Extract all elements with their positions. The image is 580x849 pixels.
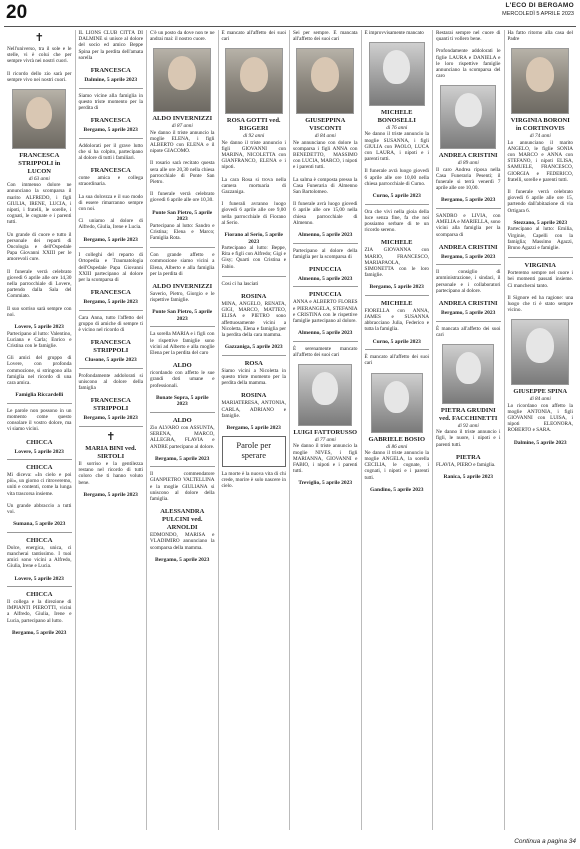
place-date: Sumana, 5 aprile 2023 xyxy=(13,521,66,528)
divider xyxy=(79,88,144,89)
column-5 xyxy=(290,30,362,830)
deceased-name: FRANCESCA STRIPPOLI xyxy=(90,397,131,413)
notice-text: Partecipano al lutto: Valentino, Luciana e Carla; Enrico e Cristina con le famiglie. xyxy=(7,330,72,349)
notice-text: Ne danno il triste annuncio i figli, le nuore, i nipoti e i parenti tutti. xyxy=(436,429,501,448)
divider xyxy=(293,243,358,244)
age-line: di 76 anni xyxy=(386,125,408,132)
deceased-name: PIETRA GRUDINI ved. FACCHINETTI xyxy=(439,406,498,422)
page-number: 20 xyxy=(6,2,28,23)
notice-text: Il Signore ed ha ragione: una luogo che ti è stato sempre vicino. xyxy=(507,294,573,314)
cross-icon: ✝ xyxy=(34,31,44,44)
place-date: Clusone, 5 aprile 2023 xyxy=(84,357,137,364)
age-line: di 87 anni xyxy=(171,123,193,130)
portrait-photo xyxy=(442,344,494,404)
deceased-name: CHICCA xyxy=(26,464,53,472)
notice-text: La salma è composta presso la Casa Funeraria di Almenno San Bartolomeo. xyxy=(293,176,358,196)
column-6 xyxy=(362,30,434,830)
place-date: Lovere, 5 aprile 2023 xyxy=(14,448,64,455)
notice-text: EDMONDO, MARISA e VLADIMIRO annunciano la scomparsa della mamma. xyxy=(150,532,215,551)
notice-text: MINA, ANGELO, RENATA, GIGI, MARCO, MATTEO, ELISA e PIETRO sono affettuosamente vicini a Nicoletta, Elena e famiglia per la perdita della cara mamma. xyxy=(221,301,286,339)
deceased-name: ANDREA CRISTINI xyxy=(438,152,498,160)
deceased-name: FRANCESCA xyxy=(90,117,131,125)
notice-text: La sua dolcezza e il suo modo di essere rimarranno sempre con noi. xyxy=(78,193,143,213)
notice-text: Il funerale avrà luogo giovedì 6 aprile alle ore 10,00 nella chiesa parrocchiale di Curno. xyxy=(364,168,429,187)
place-date: Fiorano al Serio, 5 aprile 2023 xyxy=(224,232,283,245)
notice-text: Il commendatore GIANPIETRO VALTELLINA e la moglie GIULIANA si uniscono al dolore della famiglia. xyxy=(150,471,215,503)
deceased-name: PINUCCIA xyxy=(309,265,342,273)
place-date: Almenno, 5 aprile 2023 xyxy=(298,275,353,282)
notice-text: Ora che vivi nella gioia della luce senza fine, fa che noi possiamo serbare di te un ricordo sereno. xyxy=(364,208,429,234)
age-line: di 84 anni xyxy=(529,396,551,403)
place-date: Bergamo, 5 aprile 2023 xyxy=(83,236,138,243)
notice-text: Il funerale verrà celebrato giovedì 6 aprile alle ore 14,30 nella parrocchiale di Lovere, partendo dalla Sala del Commiato. xyxy=(7,268,72,300)
deceased-name: ALDO INVERNIZZI xyxy=(152,115,213,123)
portrait-photo xyxy=(225,48,283,114)
notice-text: C'è un posto da dove non te ne andrai mai: il nostro cuore. xyxy=(150,30,215,43)
notice-text: Ci uniamo al dolore di Alfredo, Giulia, Irene e Lucia. xyxy=(78,218,143,231)
notice-text: I colleghi del reparto di Ortopedia e Traumatologia dell'Ospedale Papa Giovanni XXIII partecipano al dolore per la scomparsa di xyxy=(78,252,143,283)
notice-text: Il sorriso e la gentilezza restano nel ricordo di tutti coloro che ti hanno voluto bene. xyxy=(78,460,143,486)
notice-text: È improvvisamente mancato xyxy=(364,30,424,36)
cross-icon: ✝ xyxy=(106,429,116,443)
deceased-name: PIETRA xyxy=(455,453,481,461)
notice-text: Ne danno il triste annuncio la moglie ELENA, i figli ALBERTO con ELENA e il nipote GIACOMO. xyxy=(150,129,215,155)
column-4 xyxy=(219,30,291,830)
notice-text: Il suo sorriso sarà sempre con noi. xyxy=(7,305,72,318)
notice-text: ZIA GIOVANNA con MARIO, FRANCESCO, MARIAPAOLA, SIMONETTA con le loro famiglie. xyxy=(364,247,429,279)
notice-text: Con grande affetto e commozione siamo vicini a Elena, Alberto e alla famiglia per la perdita di xyxy=(150,252,215,277)
deceased-name: ROSINA xyxy=(241,293,267,301)
notice-text: È mancato all'affetto dei suoi cari xyxy=(364,354,429,367)
deceased-name: ALDO INVERNIZZI xyxy=(152,283,213,291)
place-date: Bonate Sopra, 5 aprile 2023 xyxy=(155,394,209,408)
place-date: Almenno, 5 aprile 2023 xyxy=(298,330,353,337)
divider xyxy=(365,204,430,205)
deceased-name: ROSA xyxy=(244,359,263,367)
deceased-name: FRANCESCA xyxy=(90,289,131,297)
notice-text: Partecipano al dolore della famiglia per la scomparsa di xyxy=(293,247,358,260)
age-line: di 86 anni xyxy=(386,443,408,450)
place-date: Bergamo, 5 aprile 2023 xyxy=(83,127,138,134)
place-date: Famiglia Riccardelli xyxy=(15,392,64,399)
divider xyxy=(150,247,215,248)
place-date: Treviglio, 5 aprile 2023 xyxy=(298,480,353,487)
notice-text: Un grande di cuore e tutto il personale dei reparti di Oncologia e dell'Ospedale Papa Giovanni XXIII per le amorevoli cure. xyxy=(7,231,72,263)
notice-text: Lo annunciano il marito ANGELO, le figlie SONIA con MARCO e ANNA con STEFANO, i nipoti ELISA, SAMUELE, FRANCESCO, GIORGIA e FEDERICO, fratelli, sorelle e parenti tutti. xyxy=(507,139,573,183)
deceased-name: GIUSEPPINA VISCONTI xyxy=(305,117,346,133)
notice-text: Siamo vicine alla famiglia in questo triste momento per la perdita di xyxy=(78,92,143,111)
notice-text: Il caro Andrea riposa nella Casa Funeraria Pesenti; il funerale si terrà venerdì 7 aprile alle ore 10,00. xyxy=(436,166,501,192)
place-date: Curno, 5 aprile 2023 xyxy=(372,193,421,200)
portrait-face xyxy=(526,57,554,92)
divider xyxy=(222,276,287,277)
place-date: Bergamo, 5 aprile 2023 xyxy=(441,197,496,204)
portrait-face xyxy=(168,56,196,90)
publication-name: L'ECO DI BERGAMO xyxy=(505,2,574,9)
column-1 xyxy=(4,30,76,830)
notice-text: Saverio, Pietro, Giorgio e le rispettive famiglie. xyxy=(150,291,215,304)
deceased-name: ANDREA CRISTINI xyxy=(438,243,498,251)
columns-container xyxy=(4,30,576,830)
deceased-name: ALESSANDRA PULCINI ved. ARNOLDI xyxy=(160,508,205,532)
notice-text: FIORELLA con ANNA, JAMES e SUSANNA abbracciano Julia, Federico e tutta la famiglia. xyxy=(364,307,429,333)
divider xyxy=(7,403,72,404)
place-date: Bergamo, 5 aprile 2023 xyxy=(155,556,210,563)
notice-text: Il funerale verrà celebrato giovedì 6 aprile alle ore 10,30. xyxy=(150,191,215,204)
deceased-name: ROSINA xyxy=(241,392,267,400)
portrait-photo xyxy=(12,89,66,149)
age-line: di 92 anni xyxy=(457,422,479,429)
notice-text: Gli amici del gruppo di Lovere, con profonda commozione, si stringono alla famiglia nel ricordo di una cara amica. xyxy=(7,355,72,386)
deceased-name: ALDO xyxy=(172,362,192,370)
notice-text: ANNA e ALBERTO FLORES e PIERANGELA, STEFANIA e CRISTINA con le rispettive famiglie partecipano al dolore. xyxy=(293,299,358,325)
notice-text: Ne danno il triste annuncio la moglie SUSANNA, i figli GIULIA con PAOLO, LUCA con LAURA, i nipoti e i parenti tutti. xyxy=(364,131,429,163)
notice-text: La morte è la nuova vita di chi crede, morire è solo nascere in cielo. xyxy=(221,470,286,489)
portrait-face xyxy=(383,50,410,84)
place-date: Ponte San Pietro, 5 aprile 2023 xyxy=(152,209,213,223)
notice-text: Lo ricordano con affetto la moglie ANTONIA, i figli GIOVANNI con LUISA, i nipoti ELEONORA, ROBERTO e SARA. xyxy=(507,402,573,434)
notice-text: È serenamente mancato all'affetto dei suoi cari xyxy=(293,345,358,358)
notice-text: ricordando con affetto le sue grandi doti umane e professionali. xyxy=(150,370,215,389)
divider xyxy=(293,341,358,342)
column-8 xyxy=(505,30,577,830)
portrait-face xyxy=(384,381,409,413)
age-line: di 74 anni xyxy=(529,133,551,140)
continue-note: Continua a pagina 34 xyxy=(514,838,576,845)
place-date: Bergamo, 5 aprile 2023 xyxy=(83,415,138,422)
divider xyxy=(79,247,144,248)
divider xyxy=(7,586,72,587)
portrait-face xyxy=(26,97,52,129)
notice-text: Porteremo sempre nel cuore i bei momenti passati insieme. Ci mancherai tanto. xyxy=(507,270,573,289)
notice-text: SANDRO e LIVIA, con AMELIA e MARIELLA, sono vicini alla famiglia per la scomparsa di xyxy=(436,212,501,238)
age-line: di 92 anni xyxy=(243,133,265,140)
portrait-face xyxy=(312,372,338,405)
notice-text: Il ricordo dello zio sarà per sempre vivo nei nostri cuori. xyxy=(7,70,72,83)
divider xyxy=(436,321,501,322)
notice-text: Un grande abbraccio a tutti voi. xyxy=(7,502,72,516)
deceased-name: FRANCESCA xyxy=(90,67,131,75)
notice-text: Partecipano al lutto: Sandro e Cristina; Elena e Marco; Famiglia Rota. xyxy=(150,222,215,242)
deceased-name: CHICCA xyxy=(26,591,53,599)
place-date: Almenno, 5 aprile 2023 xyxy=(298,232,353,239)
notice-text: Partecipano al lutto: Emilia, Virginie, Capelli con la famiglia; Massimo Agazzi, Bruno Agazzi e famiglie. xyxy=(507,226,573,251)
divider xyxy=(293,286,358,287)
notice-text: MARIATERESA, ANTONIA, CARLA, ADRIANO e famiglie. xyxy=(221,400,286,419)
divider xyxy=(79,138,144,139)
deceased-name: CHICCA xyxy=(26,438,53,446)
place-date: Lovere, 5 aprile 2023 xyxy=(14,575,64,582)
deceased-name: GIUSEPPE SPINA xyxy=(513,388,568,396)
notice-text: Cara Anna, tutto l'affetto del gruppo di amiche di sempre ti è vicino nel ricordo di xyxy=(78,314,143,334)
notice-text: IL LIONS CLUB CITTÀ DI DALMINE si unisce al dolore del socio ed amico Beppe Spina per la perdita dell'amata sorella xyxy=(78,30,143,61)
portrait-face xyxy=(526,328,554,363)
portrait-photo xyxy=(298,364,352,426)
place-date: Bergamo, 5 aprile 2023 xyxy=(441,310,496,317)
notice-text: Con immenso dolore ne annunciano la scomparsa il marito ALFREDO, i figli GIULIA, IRENE, LUCIA, i nipoti, i fratelli, le sorelle, i cognati, le cognate e i parenti tutti. xyxy=(7,182,72,226)
place-date: Dalmine, 5 aprile 2023 xyxy=(84,77,138,84)
notice-text: Siamo vicini a Nicoletta in questo triste momento per la perdita della mamma. xyxy=(221,367,286,387)
notice-text: È mancata all'affetto dei suoi cari xyxy=(436,325,501,338)
notice-text: Partecipano al lutto: Beppe, Rita e figli con Alfredo; Gigi e Gisy; Quarti con Cristina e Fabio. xyxy=(221,245,286,270)
divider xyxy=(150,326,215,327)
deceased-name: MICHELE BONOSELLI xyxy=(377,109,416,125)
portrait-photo xyxy=(153,48,211,112)
parole-box-title: Parole per sperare xyxy=(236,439,272,460)
notice-text: Il funerale verrà celebrato giovedì 6 aprile alle ore 15, partendo dall'abitazione di via Ortigara 6. xyxy=(507,189,573,214)
divider xyxy=(7,532,72,533)
notice-text: Cosi ci ha lasciati xyxy=(221,280,259,287)
portrait-photo xyxy=(296,48,354,114)
age-line: di 89 anni xyxy=(457,160,479,167)
portrait-face xyxy=(456,352,481,384)
deceased-name: VIRGINIA BORONI in CORTINOVIS xyxy=(510,117,570,133)
deceased-name: VIRGINIA xyxy=(524,262,556,270)
age-line: di 77 anni xyxy=(314,437,336,444)
deceased-name: GABRIELE BOSIO xyxy=(368,435,426,443)
notice-text: Restarai sempre nel cuore di quanti ti vollero bene. xyxy=(436,30,501,43)
page-header xyxy=(4,0,576,27)
portrait-photo xyxy=(371,373,423,433)
place-date: Lovere, 5 aprile 2023 xyxy=(14,324,64,331)
place-date: Dalmine, 5 aprile 2023 xyxy=(513,439,567,446)
deceased-name: LUIGI FATTORUSSO xyxy=(293,429,358,437)
place-date: Bergamo, 5 aprile 2023 xyxy=(12,629,67,636)
place-date: Bergamo, 5 aprile 2023 xyxy=(83,491,138,498)
notice-text: Ne danno il triste annuncio i figli GIOVANNI con MARINA, NICOLETTA con GIANFRANCO, ELENA e i nipoti. xyxy=(221,139,286,171)
notice-text: La sorella MARIA e i figli con le rispettive famiglie sono vicini ad Alberto e alla moglie Elena per la perdita del caro xyxy=(150,331,215,357)
notice-text: Il consiglio di amministrazione, i sindaci, il personale e i collaboratori partecipano al dolore. xyxy=(436,269,501,294)
notice-text: È mancato all'affetto dei suoi cari xyxy=(221,30,286,43)
deceased-name: ROSA GOTTI ved. RIGGERI xyxy=(226,117,281,133)
deceased-name: CHICCA xyxy=(26,536,53,544)
place-date: Gandino, 5 aprile 2023 xyxy=(370,486,424,493)
age-line: di 84 anni xyxy=(314,133,336,140)
divider xyxy=(436,208,501,209)
portrait-photo xyxy=(511,48,569,114)
place-date: Bergamo, 5 aprile 2023 xyxy=(155,455,210,462)
place-date: Bergamo, 5 aprile 2023 xyxy=(369,284,424,291)
notice-text: Zio ALVARO con ASSUNTA, SERENA, MARCO, ALLEGRA, FLAVIA e ANDRE partecipano al dolore. xyxy=(150,424,215,450)
notice-text: Le parole non possono in un momento come questo consolare il vostro dolore, ma vi siamo vicini. xyxy=(7,407,72,433)
divider xyxy=(508,257,574,258)
deceased-name: ANDREA CRISTINI xyxy=(438,300,498,308)
age-line: di 63 anni xyxy=(28,176,50,183)
place-date: Bergamo, 5 aprile 2023 xyxy=(226,425,281,431)
deceased-name: PINUCCIA xyxy=(309,291,342,299)
column-2 xyxy=(76,30,148,830)
divider xyxy=(79,368,144,369)
deceased-name: MARIA BINI ved. SIRTOLI xyxy=(85,444,137,460)
column-7 xyxy=(433,30,505,830)
parole-box xyxy=(222,436,287,467)
portrait-photo xyxy=(511,319,569,385)
notice-text: Ne danno il triste annuncio la moglie ANGELA, la sorella CECILIA, le cognate, i cognati, i nipoti e i parenti tutti. xyxy=(364,449,429,481)
portrait-photo xyxy=(369,42,425,106)
notice-text: Mi diceva: «In cielo e poi più», un giorno ci ritroveremo, uniti e contenti, come la lunga vita trascorsa insieme. xyxy=(7,472,72,497)
place-date: Ranica, 5 aprile 2023 xyxy=(443,473,493,480)
deceased-name: FRANCESCA STRIPPOLI xyxy=(90,339,131,355)
publication-date: MERCOLEDÌ 5 APRILE 2023 xyxy=(502,11,574,17)
portrait-face xyxy=(311,57,339,92)
portrait-face xyxy=(455,93,482,127)
notice-text: Ha fatto ritorno alla casa del Padre xyxy=(507,30,573,43)
deceased-name: MICHELE xyxy=(381,239,413,247)
deceased-name: FRANCESCA STRIPPOLI in LUCON xyxy=(18,152,61,176)
notice-text: Il funerale avrà luogo giovedì 6 aprile alle ore 15,00 nella chiesa parrocchiale di Almenno. xyxy=(293,201,358,226)
place-date: Curno, 5 aprile 2023 xyxy=(372,338,421,345)
notice-text: La cara Rosa si trova nella camera mortuaria di Gazzaniga. xyxy=(221,176,286,196)
notice-text: Ne danno il triste annuncio la moglie NIVES, i figli MARIANNA, GIOVANNI e FABIO, i nipoti e i parenti tutti. xyxy=(293,443,358,475)
notice-text: I funerali avranno luogo giovedì 6 aprile alle ore 9,00 nella parrocchiale di Fiorano al Serio. xyxy=(221,201,286,226)
divider xyxy=(365,349,430,350)
deceased-name: FRANCESCA xyxy=(90,167,131,175)
notice-text: Addolorati per il grave lutto che si ha colpito, partecipano al dolore di tutti i familiari. xyxy=(78,142,143,162)
deceased-name: ALDO xyxy=(172,416,192,424)
place-date: Stezzano, 5 aprile 2023 xyxy=(513,219,568,226)
divider xyxy=(365,295,430,296)
divider xyxy=(436,264,501,265)
divider xyxy=(79,310,144,311)
place-date: Bergamo, 5 aprile 2023 xyxy=(83,299,138,306)
deceased-name: MICHELE xyxy=(381,299,413,307)
notice-text: Profondamente addolorati le figlie LAURA e DANIELA e le loro rispettive famiglie annunciano la scomparsa del caro xyxy=(436,48,501,80)
notice-text: come amica e collega straordinaria. xyxy=(78,175,143,188)
notice-text: Il rosario sarà recitato questa sera alle ore 20,30 nella chiesa parrocchiale di Ponte San Pietro. xyxy=(150,160,215,186)
notice-text: Ne annunciano con dolore la scomparsa i figli ANNA con BENEDETTO, MASSIMO con LUCIA, MARCO, i nipoti e i parenti tutti. xyxy=(293,139,358,171)
notice-text: Profondamente addolorati si uniscono al dolore della famiglia xyxy=(78,372,143,392)
notice-text: Il collega e la direzione di IMPIANTI PIEROTTI, vicini a Alfredo, Giulia, Irene e Lucia, partecipano al lutto. xyxy=(7,599,72,624)
portrait-face xyxy=(240,57,268,92)
notice-text: Sei per sempre. È mancata all'affetto dei suoi cari xyxy=(293,30,358,43)
notice-text: Dolce, energica, unica, ci mancherai tantissimo. I tuoi amici sono vicini a Alfredo, Giulia, Irene e Lucia. xyxy=(7,544,72,570)
place-date: Gazzaniga, 5 aprile 2023 xyxy=(224,344,283,351)
place-date: Bergamo, 5 aprile 2023 xyxy=(441,253,496,260)
column-3 xyxy=(147,30,219,830)
divider xyxy=(150,466,215,467)
divider xyxy=(7,459,72,460)
portrait-photo xyxy=(440,85,496,149)
notice-text: Nell'universo, tra il sole e le stelle, vi è colui che per sempre vivrà nei nostri cuori. xyxy=(7,46,72,65)
divider xyxy=(79,426,144,427)
notice-text: FLAVIA, PIERO e famiglia. xyxy=(436,461,496,468)
place-date: Ponte San Pietro, 5 aprile 2023 xyxy=(152,309,213,322)
divider xyxy=(222,355,287,356)
divider xyxy=(150,412,215,413)
